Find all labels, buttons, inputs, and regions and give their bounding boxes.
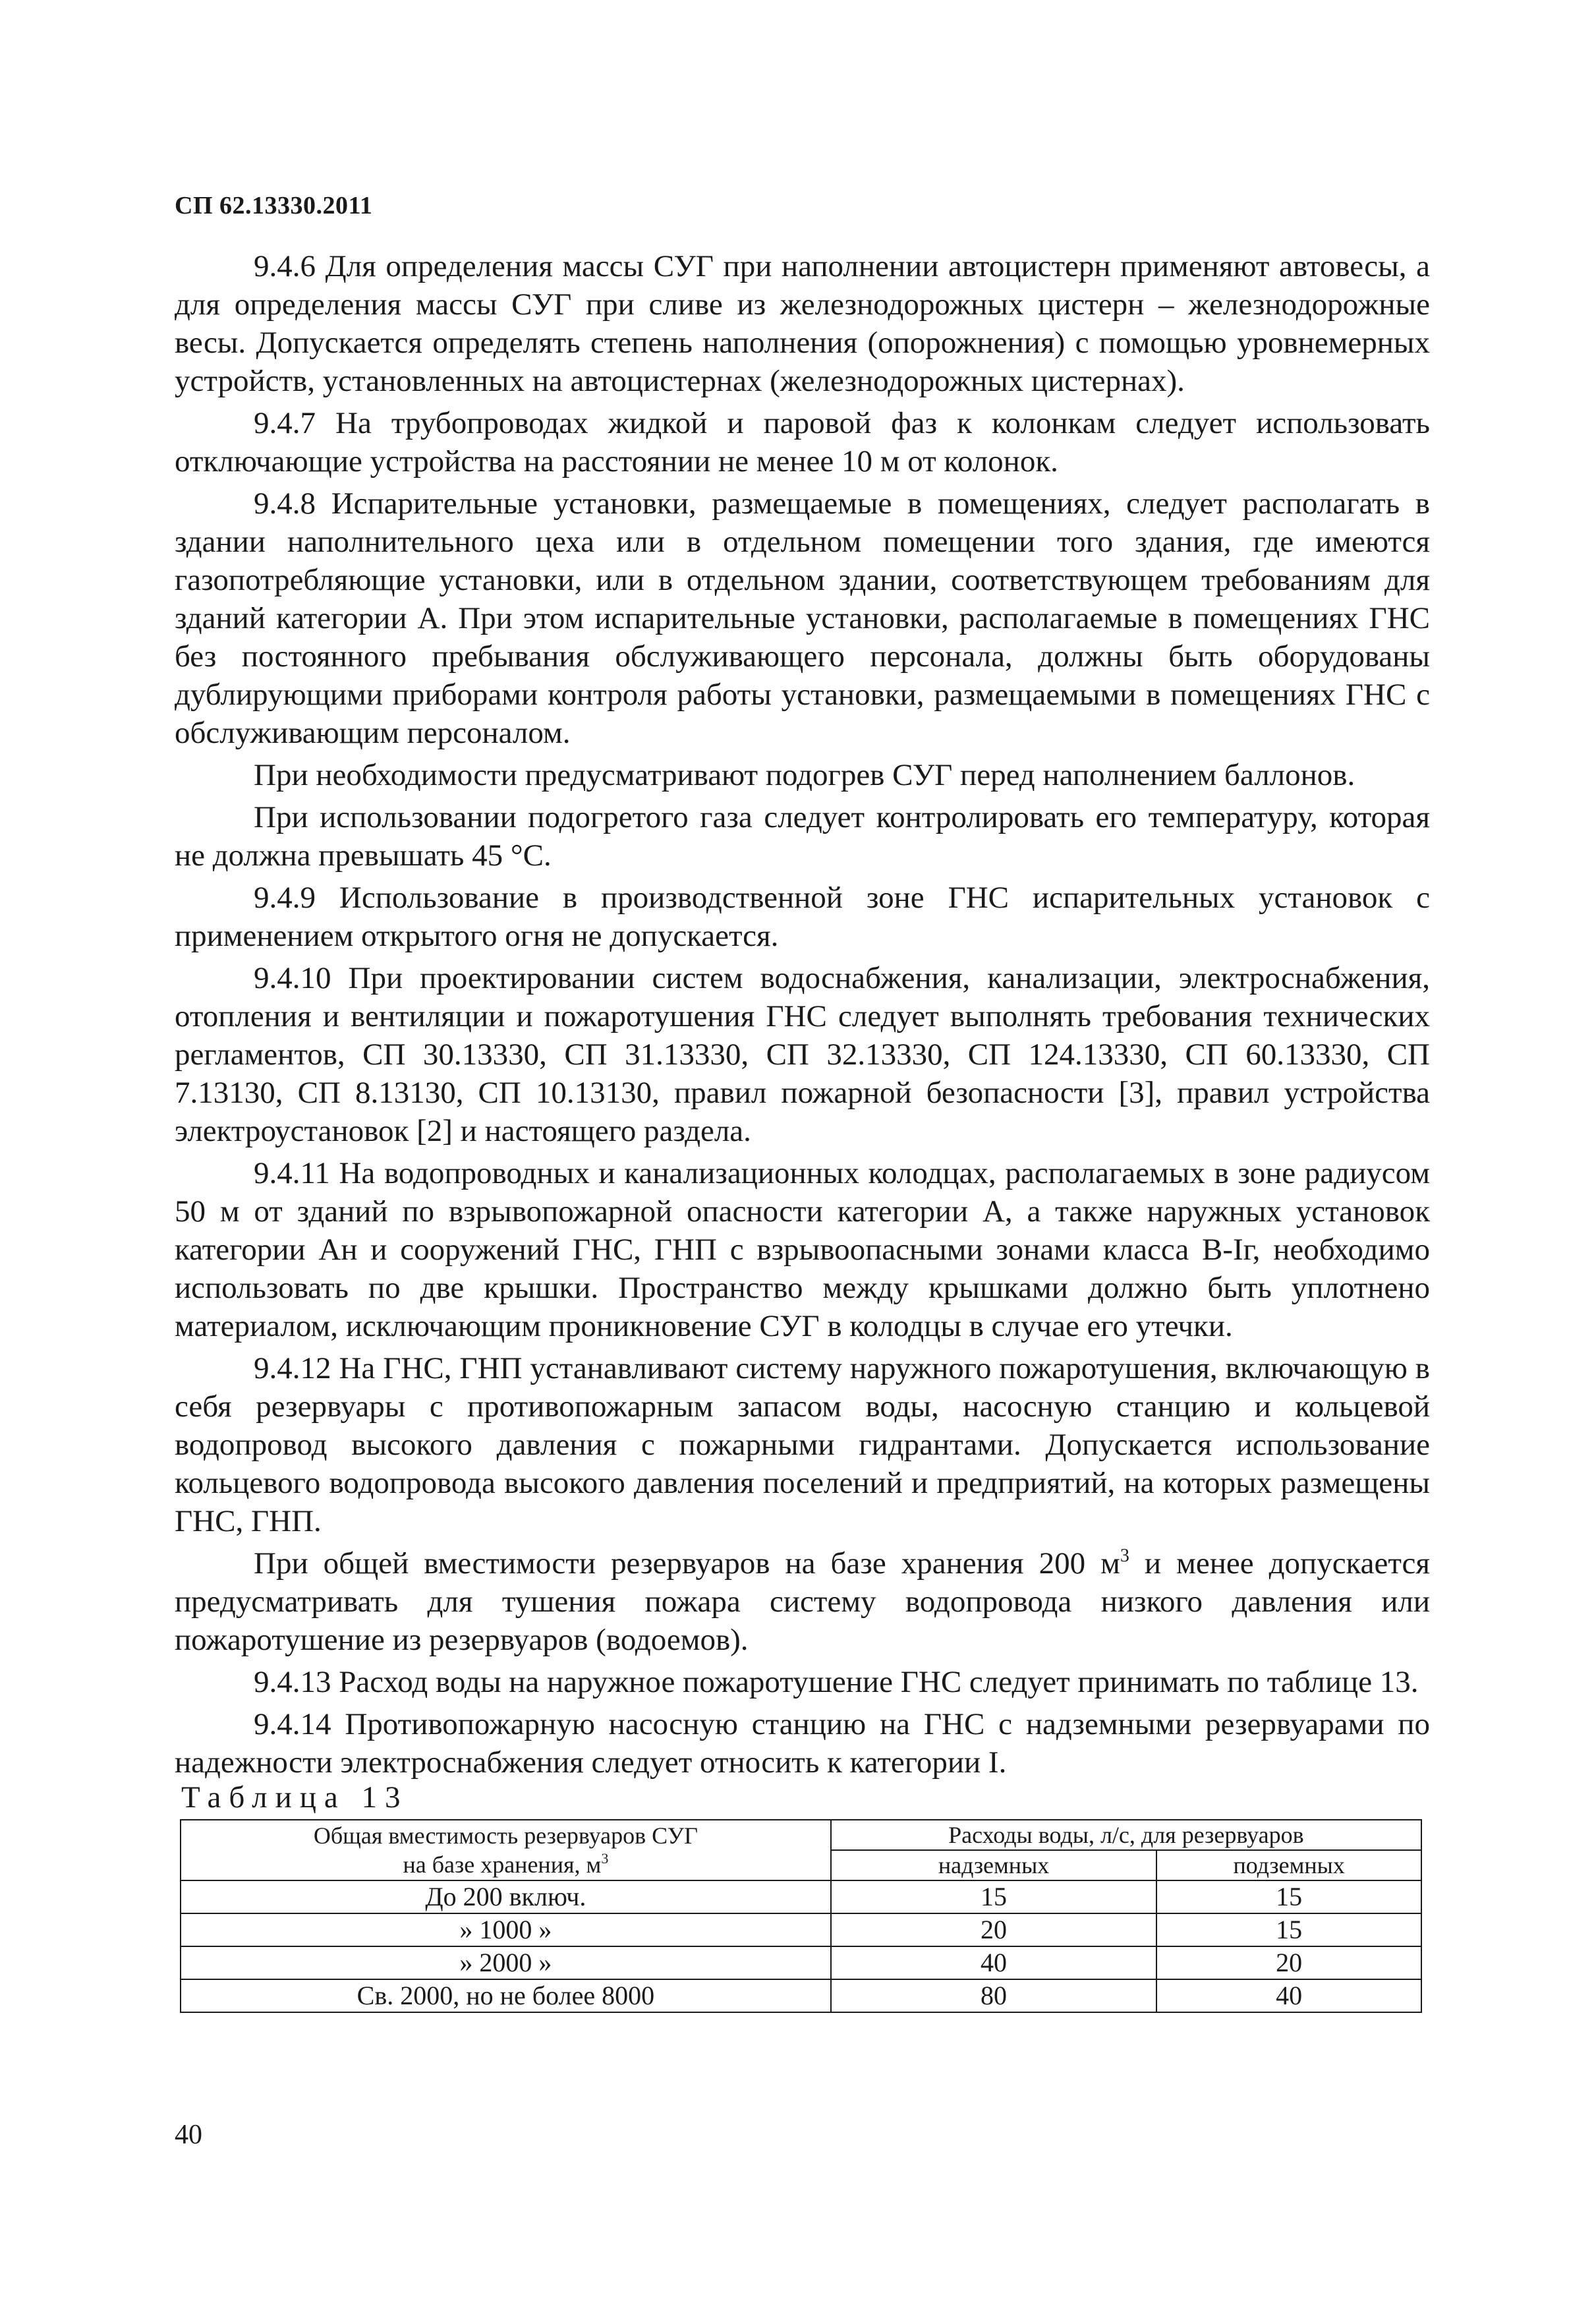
header-capacity-line1: Общая вместимость резервуаров СУГ <box>313 1822 698 1849</box>
document-body <box>175 247 1430 1786</box>
paragraph-volume-sup: 3 <box>1120 1546 1129 1566</box>
header-capacity-sup: 3 <box>601 1850 609 1867</box>
cell-above: 20 <box>831 1913 1157 1946</box>
cell-capacity: » 2000 » <box>181 1946 831 1979</box>
paragraph-9-4-6: 9.4.6 Для определения массы СУГ при наполнении автоцистерн применяют автовесы, а для определения массы СУГ при сливе из железнодорожных цистерн – железнодорожные весы. Допускается определять степень наполнения (опорожнения) с помощью уровнемерных устройств, установленных на автоцистернах (железнодорожных цистернах). <box>175 249 1430 398</box>
table-header-row <box>181 1820 1421 1850</box>
paragraph-9-4-11: 9.4.11 На водопроводных и канализационных колодцах, располагаемых в зоне радиусом 50 м от зданий по взрывопожарной опасности категории А, а также наружных установок категории Ан и сооружений ГНС, ГНП с взрывоопасными зонами класса В-Iг, необходимо использовать по две крышки. Пространство между крышками должно быть уплотнено материалом, исключающим проникновение СУГ в колодцы в случае его утечки. <box>175 1156 1430 1343</box>
paragraph-temperature: При использовании подогретого газа следует контролировать его температуру, которая не должна превышать 45 °С. <box>175 800 1430 873</box>
cell-above: 15 <box>831 1880 1157 1913</box>
header-capacity-line2: на базе хранения, м <box>403 1851 602 1878</box>
document-page <box>175 0 1430 2297</box>
paragraph-9-4-14: 9.4.14 Противопожарную насосную станцию на ГНС с надземными резервуарами по надежности электроснабжения следует относить к категории I. <box>175 1707 1430 1780</box>
paragraph-9-4-12: 9.4.12 На ГНС, ГНП устанавливают систему наружного пожаротушения, включающую в себя резервуары с противопожарным запасом воды, насосную станцию и кольцевой водопровод высокого давления с пожарными гидрантами. Допускается использование кольцевого водопровода высокого давления поселений и предприятий, на которых размещены ГНС, ГНП. <box>175 1351 1430 1538</box>
header-under: подземных <box>1156 1850 1421 1880</box>
header-capacity <box>181 1820 831 1880</box>
table-caption: Таблица 13 <box>181 1780 409 1815</box>
paragraph-9-4-7: 9.4.7 На трубопроводах жидкой и паровой фаз к колонкам следует использовать отключающие устройства на расстоянии не менее 10 м от колонок. <box>175 406 1430 479</box>
table-row <box>181 1913 1421 1946</box>
header-flow: Расходы воды, л/с, для резервуаров <box>831 1820 1421 1850</box>
paragraph-9-4-10: 9.4.10 При проектировании систем водоснабжения, канализации, электроснабжения, отопления и вентиляции и пожаротушения ГНС следует выполнять требования технических регламентов, СП 30.13330, СП 31.13330, СП 32.13330, СП 124.13330, СП 60.13330, СП 7.13130, СП 8.13130, СП 10.13130, правил пожарной безопасности [3], правил устройства электроустановок [2] и настоящего раздела. <box>175 961 1430 1148</box>
table-row <box>181 1946 1421 1979</box>
cell-above: 80 <box>831 1979 1157 2012</box>
paragraph-9-4-9: 9.4.9 Использование в производственной зоне ГНС испарительных установок с применением открытого огня не допускается. <box>175 881 1430 953</box>
header-above: надземных <box>831 1850 1157 1880</box>
paragraph-volume-after: и менее допускается предусматривать для тушения пожара систему водопровода низкого давления или пожаротушение из резервуаров (водоемов). <box>175 1546 1430 1657</box>
paragraph-9-4-8: 9.4.8 Испарительные установки, размещаемые в помещениях, следует располагать в здании наполнительного цеха или в отдельном помещении того здания, где имеются газопотребляющие установки, или в отдельном здании, соответствующем требованиям для зданий категории А. При этом испарительные установки, располагаемые в помещениях ГНС без постоянного пребывания обслуживающего персонала, должны быть оборудованы дублирующими приборами контроля работы установки, размещаемыми в помещениях ГНС с обслуживающим персоналом. <box>175 486 1430 750</box>
paragraph-heating: При необходимости предусматривают подогрев СУГ перед наполнением баллонов. <box>254 758 1355 792</box>
cell-capacity: » 1000 » <box>181 1913 831 1946</box>
cell-capacity: До 200 включ. <box>181 1880 831 1913</box>
water-flow-table <box>180 1819 1422 2013</box>
table-row <box>181 1979 1421 2012</box>
paragraph-volume-before: При общей вместимости резервуаров на базе хранения 200 м <box>254 1546 1120 1581</box>
cell-under: 20 <box>1156 1946 1421 1979</box>
cell-capacity: Св. 2000, но не более 8000 <box>181 1979 831 2012</box>
cell-under: 40 <box>1156 1979 1421 2012</box>
paragraph-9-4-13: 9.4.13 Расход воды на наружное пожаротушение ГНС следует принимать по таблице 13. <box>254 1665 1419 1699</box>
table-row <box>181 1880 1421 1913</box>
cell-under: 15 <box>1156 1880 1421 1913</box>
document-code-header: СП 62.13330.2011 <box>175 192 373 219</box>
paragraph-volume <box>175 1544 1430 1659</box>
page-number: 40 <box>175 2120 202 2150</box>
cell-above: 40 <box>831 1946 1157 1979</box>
cell-under: 15 <box>1156 1913 1421 1946</box>
